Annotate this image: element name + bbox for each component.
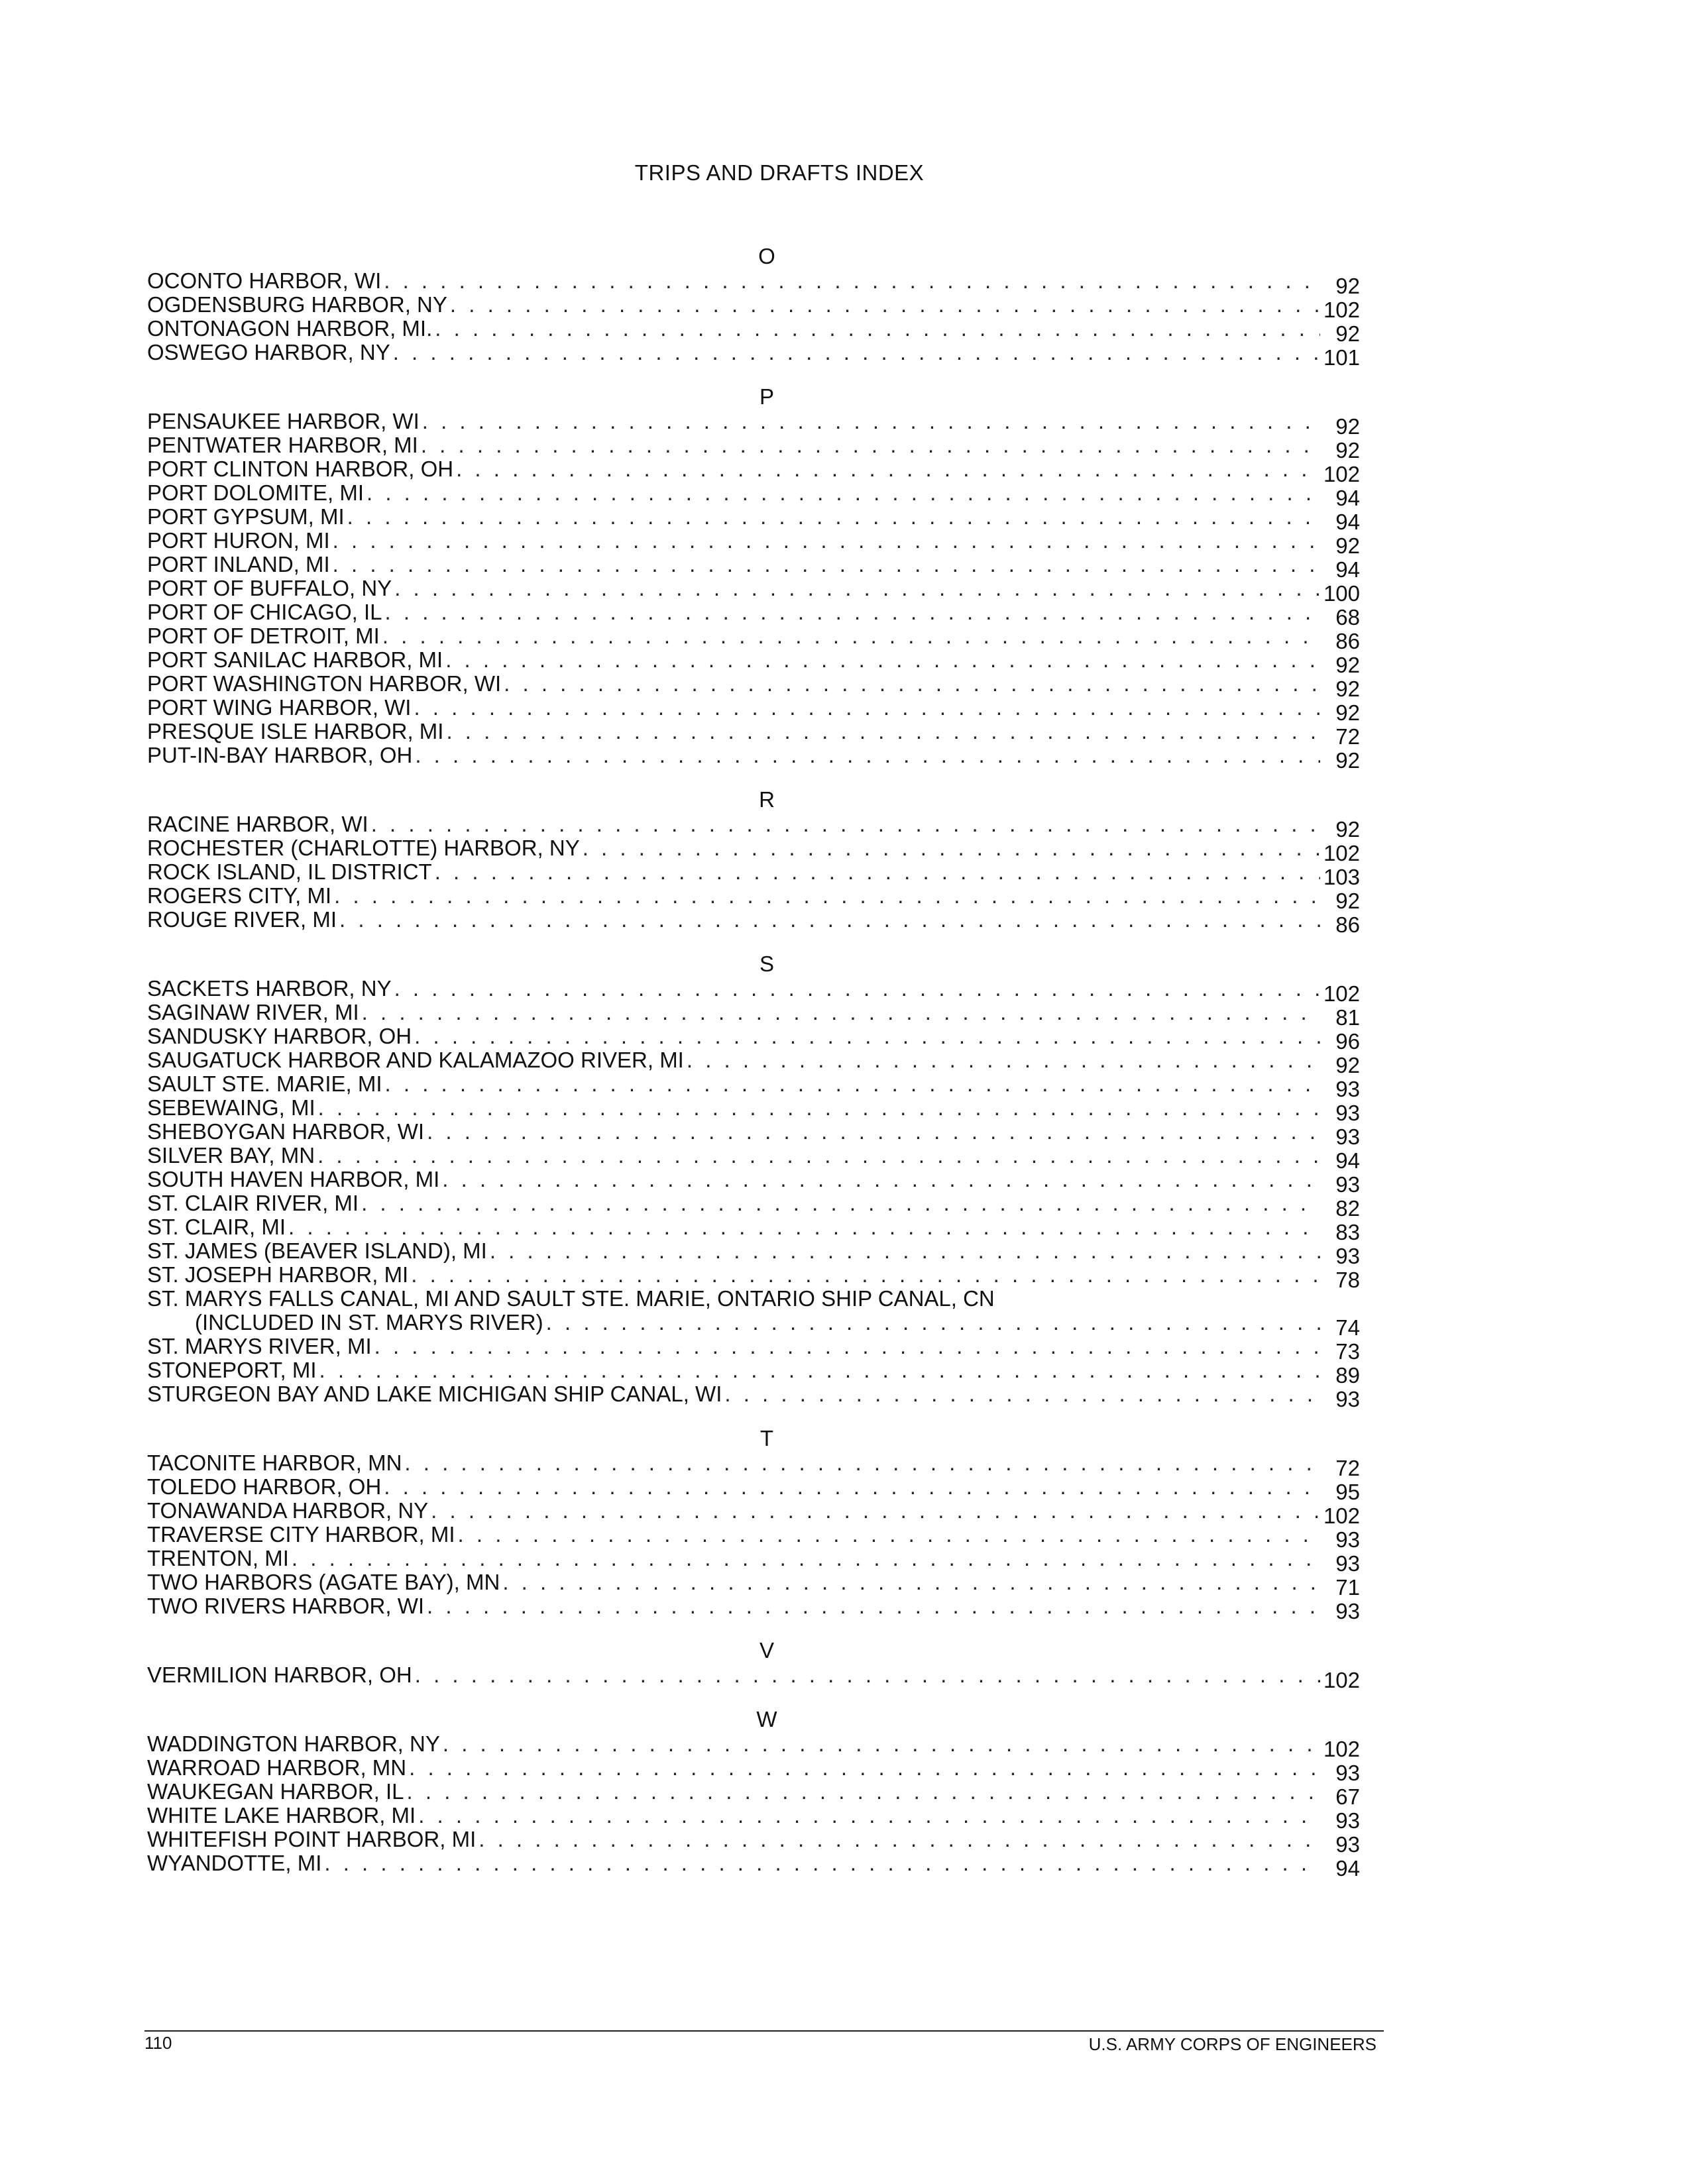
entry-page: 89: [1335, 1363, 1360, 1388]
entry-page: 92: [1335, 653, 1360, 677]
dot-leader: [409, 1756, 1320, 1780]
index-entry: [147, 480, 1360, 510]
index-entry: [147, 1546, 1360, 1576]
entry-name: STONEPORT, MI: [147, 1358, 317, 1382]
index-entry: [147, 1262, 1360, 1292]
dot-leader: [415, 1663, 1320, 1687]
dot-leader: [319, 1358, 1321, 1382]
entry-page: 102: [1323, 981, 1360, 1006]
entry-name: ROUGE RIVER, MI: [147, 907, 337, 932]
entry-page: 92: [1335, 1053, 1360, 1077]
index-entry: [147, 1000, 1360, 1030]
entry-name: ST. CLAIR RIVER, MI: [147, 1191, 359, 1215]
entry-page: 93: [1335, 1124, 1360, 1149]
entry-page: 102: [1323, 1503, 1360, 1528]
index-entry: [147, 1071, 1360, 1101]
entry-page: 93: [1335, 1761, 1360, 1785]
dot-leader: [384, 269, 1320, 293]
entry-page: 74: [1335, 1315, 1360, 1340]
footer-page-number: 110: [144, 2033, 172, 2053]
entry-page: 102: [1323, 1737, 1360, 1761]
index-entry: [147, 1024, 1360, 1054]
entry-page: 72: [1335, 724, 1360, 749]
dot-leader: [333, 529, 1320, 553]
entry-name: ST. JOSEPH HARBOR, MI: [147, 1262, 409, 1287]
dot-leader: [404, 1451, 1320, 1475]
entry-name: SHEBOYGAN HARBOR, WI: [147, 1119, 425, 1144]
dot-leader: [393, 341, 1320, 364]
index-entry: [147, 1310, 1360, 1340]
entry-page: 83: [1335, 1220, 1360, 1244]
dot-leader: [431, 1499, 1320, 1523]
dot-leader: [384, 1475, 1320, 1499]
entry-page: 101: [1323, 345, 1360, 370]
entry-name: PORT INLAND, MI: [147, 552, 330, 576]
dot-leader: [427, 1594, 1320, 1618]
entry-name: SILVER BAY, MN: [147, 1143, 315, 1168]
index-entry: [147, 1498, 1360, 1528]
dot-leader: [394, 576, 1320, 600]
dot-leader: [385, 1072, 1320, 1096]
entry-name: TRENTON, MI: [147, 1546, 289, 1570]
entry-name: PORT OF BUFFALO, NY: [147, 576, 392, 600]
entry-name: SAULT STE. MARIE, MI: [147, 1071, 382, 1096]
entry-name: RACINE HARBOR, WI: [147, 812, 368, 836]
entry-page: 86: [1335, 912, 1360, 937]
dot-leader: [347, 505, 1320, 529]
index-entry: [147, 1143, 1360, 1173]
entry-name: TRAVERSE CITY HARBOR, MI: [147, 1522, 455, 1547]
entry-page: 92: [1335, 414, 1360, 439]
dot-leader: [361, 1191, 1320, 1215]
entry-name: WAUKEGAN HARBOR, IL: [147, 1779, 404, 1804]
index-entry: [147, 1095, 1360, 1125]
dot-leader: [456, 457, 1320, 481]
dot-leader: [374, 1335, 1320, 1358]
index-entry: [147, 1167, 1360, 1197]
dot-leader: [504, 672, 1320, 696]
entry-name: SEBEWAING, MI: [147, 1095, 315, 1120]
entry-page: 92: [1335, 438, 1360, 463]
index-entry: [147, 528, 1360, 558]
footer-organization: U.S. ARMY CORPS OF ENGINEERS: [1088, 2034, 1377, 2054]
footer-rule: [144, 2030, 1384, 2032]
index-entry: [147, 859, 1360, 889]
entry-page: 72: [1335, 1456, 1360, 1480]
entry-name: VERMILION HARBOR, OH: [147, 1663, 412, 1687]
dot-leader: [411, 1263, 1320, 1287]
entry-name: ST. JAMES (BEAVER ISLAND), MI: [147, 1238, 487, 1263]
index-entry: [147, 1731, 1360, 1761]
index-entry: [147, 719, 1360, 749]
index-entry: [147, 1119, 1360, 1149]
entry-name: ST. MARYS RIVER, MI: [147, 1334, 372, 1358]
entry-page: 103: [1323, 865, 1360, 889]
dot-leader: [362, 1001, 1320, 1024]
index-entry: [147, 1803, 1360, 1833]
entry-page: 93: [1335, 1244, 1360, 1268]
index-entry: [147, 1191, 1360, 1221]
entry-page: 93: [1335, 1172, 1360, 1197]
index-section-o: [147, 244, 1360, 370]
entry-page: 93: [1335, 1101, 1360, 1125]
entry-page: 94: [1335, 1148, 1360, 1173]
dot-leader: [333, 553, 1320, 576]
entry-page: 73: [1335, 1339, 1360, 1364]
dot-leader: [422, 410, 1320, 433]
entry-name: PORT OF DETROIT, MI: [147, 624, 380, 648]
dot-leader: [366, 481, 1320, 505]
page-title: TRIPS AND DRAFTS INDEX: [634, 160, 925, 185]
index-entry: [147, 504, 1360, 534]
dot-leader: [724, 1382, 1320, 1406]
index-entry: [147, 1827, 1360, 1857]
entry-name: TONAWANDA HARBOR, NY: [147, 1498, 429, 1523]
entry-page: 82: [1335, 1196, 1360, 1221]
index-entry: [147, 576, 1360, 606]
index-entry: [147, 600, 1360, 629]
index-section-s: [147, 952, 1360, 1411]
index-entry: [147, 1450, 1360, 1480]
section-letter: V: [759, 1638, 774, 1663]
entry-name: TWO HARBORS (AGATE BAY), MN: [147, 1570, 500, 1594]
entry-name: PORT WING HARBOR, WI: [147, 695, 412, 720]
index-entry: [147, 743, 1360, 773]
dot-leader: [317, 1144, 1320, 1168]
index-section-w: [147, 1707, 1360, 1881]
dot-leader: [435, 317, 1320, 341]
section-letter: W: [756, 1707, 777, 1731]
section-letter: O: [758, 244, 775, 268]
entry-name: PORT WASHINGTON HARBOR, WI: [147, 671, 502, 696]
dot-leader: [443, 1732, 1320, 1756]
entry-page: 93: [1335, 1527, 1360, 1552]
entry-name: OSWEGO HARBOR, NY: [147, 340, 390, 364]
entry-page: 94: [1335, 557, 1360, 582]
index-entry: [147, 1570, 1360, 1600]
entry-page: 93: [1335, 1551, 1360, 1576]
entry-page: 102: [1323, 298, 1360, 322]
entry-name: PORT GYPSUM, MI: [147, 504, 345, 529]
entry-page: 86: [1335, 629, 1360, 653]
index-entry: [147, 1215, 1360, 1244]
entry-name: TACONITE HARBOR, MN: [147, 1450, 402, 1475]
entry-name: PORT HURON, MI: [147, 528, 330, 553]
entry-page: 92: [1335, 321, 1360, 346]
dot-leader: [418, 1804, 1320, 1828]
entry-page: 78: [1335, 1268, 1360, 1292]
dot-leader: [421, 433, 1320, 457]
entry-name: ROCK ISLAND, IL DISTRICT: [147, 859, 432, 884]
entry-name: WHITEFISH POINT HARBOR, MI: [147, 1827, 477, 1851]
index-entry: [147, 883, 1360, 913]
index-entry: [147, 1663, 1360, 1692]
index-entry: [147, 552, 1360, 582]
dot-leader: [339, 908, 1320, 932]
entry-name: (INCLUDED IN ST. MARYS RIVER): [195, 1310, 543, 1335]
index-entry: [147, 1851, 1360, 1881]
index-entry: [147, 1755, 1360, 1785]
entry-page: 102: [1323, 1668, 1360, 1692]
dot-leader: [446, 720, 1320, 743]
dot-leader: [583, 836, 1320, 860]
entry-page: 96: [1335, 1029, 1360, 1054]
entry-name: ST. MARYS FALLS CANAL, MI AND SAULT STE. MARIE, ONTARIO SHIP CANAL, CN: [147, 1286, 995, 1311]
dot-leader: [334, 884, 1320, 908]
entry-page: 102: [1323, 841, 1360, 865]
entry-name: WYANDOTTE, MI: [147, 1851, 322, 1875]
dot-leader: [427, 1120, 1320, 1144]
index-entry: [147, 340, 1360, 370]
dot-leader: [442, 1168, 1320, 1191]
index-entry: [147, 1522, 1360, 1552]
index-entry: [147, 268, 1360, 298]
entry-name: TOLEDO HARBOR, OH: [147, 1474, 382, 1499]
dot-leader: [435, 860, 1320, 884]
entry-name: PENSAUKEE HARBOR, WI: [147, 409, 420, 433]
dot-leader: [415, 743, 1320, 767]
section-letter: P: [759, 384, 774, 409]
entry-page: 92: [1335, 677, 1360, 701]
entry-page: 94: [1335, 486, 1360, 510]
entry-page: 93: [1335, 1599, 1360, 1623]
entry-page: 94: [1335, 1856, 1360, 1881]
entry-page: 81: [1335, 1005, 1360, 1030]
dot-leader: [292, 1547, 1320, 1570]
index-entry: [147, 1779, 1360, 1809]
entry-name: PRESQUE ISLE HARBOR, MI: [147, 719, 444, 743]
index-entry: [147, 907, 1360, 937]
entry-name: SAGINAW RIVER, MI: [147, 1000, 359, 1024]
entry-name: OGDENSBURG HARBOR, NY: [147, 292, 447, 317]
entry-page: 68: [1335, 605, 1360, 629]
dot-leader: [458, 1523, 1320, 1547]
entry-name: WHITE LAKE HARBOR, MI: [147, 1803, 416, 1828]
index-entry: [147, 1048, 1360, 1077]
dot-leader: [385, 600, 1320, 624]
dot-leader: [490, 1239, 1320, 1263]
index-section-r: [147, 787, 1360, 937]
entry-name: SOUTH HAVEN HARBOR, MI: [147, 1167, 440, 1191]
section-letter: S: [759, 952, 774, 976]
index-entry: [147, 457, 1360, 486]
dot-leader: [502, 1570, 1320, 1594]
entry-name: PORT OF CHICAGO, IL: [147, 600, 382, 624]
index-entry: [147, 433, 1360, 463]
entry-name: WADDINGTON HARBOR, NY: [147, 1731, 440, 1756]
index-section-p: [147, 384, 1360, 773]
section-letter: T: [760, 1426, 774, 1450]
entry-page: 71: [1335, 1575, 1360, 1600]
entry-page: 92: [1335, 274, 1360, 298]
dot-leader: [371, 812, 1320, 836]
entry-name: ROGERS CITY, MI: [147, 883, 332, 908]
index-entry: [147, 1594, 1360, 1623]
dot-leader: [394, 977, 1320, 1001]
index-entry: [147, 1382, 1360, 1411]
entry-name: OCONTO HARBOR, WI: [147, 268, 382, 293]
dot-leader: [445, 648, 1320, 672]
index-entry: [147, 836, 1360, 865]
dot-leader: [546, 1311, 1320, 1335]
dot-leader: [478, 1828, 1320, 1851]
index-section-t: [147, 1426, 1360, 1623]
entry-page: 93: [1335, 1387, 1360, 1411]
entry-name: PORT DOLOMITE, MI: [147, 480, 364, 505]
entry-name: STURGEON BAY AND LAKE MICHIGAN SHIP CANAL, WI: [147, 1382, 722, 1406]
index-entry: [147, 1358, 1360, 1388]
dot-leader: [382, 624, 1320, 648]
index-entry: [147, 1474, 1360, 1504]
index-entry: [147, 812, 1360, 842]
index-entry: [147, 647, 1360, 677]
dot-leader: [288, 1215, 1320, 1239]
entry-page: 92: [1335, 533, 1360, 558]
dot-leader: [450, 293, 1320, 317]
entry-page: 102: [1323, 462, 1360, 486]
entry-name: WARROAD HARBOR, MN: [147, 1755, 407, 1780]
entry-page: 95: [1335, 1480, 1360, 1504]
entry-page: 94: [1335, 510, 1360, 534]
entry-name: ST. CLAIR, MI: [147, 1215, 286, 1239]
index-list: [147, 244, 1360, 1881]
index-entry: [147, 695, 1360, 725]
dot-leader: [414, 1024, 1320, 1048]
index-entry: [147, 671, 1360, 701]
index-entry: [147, 624, 1360, 653]
index-entry: [147, 292, 1360, 322]
entry-name: ONTONAGON HARBOR, MI.: [147, 316, 433, 341]
entry-name: ROCHESTER (CHARLOTTE) HARBOR, NY: [147, 836, 580, 860]
entry-page: 93: [1335, 1832, 1360, 1857]
dot-leader: [687, 1048, 1320, 1072]
index-entry: [147, 1238, 1360, 1268]
entry-name: SANDUSKY HARBOR, OH: [147, 1024, 412, 1048]
dot-leader: [407, 1780, 1320, 1804]
entry-name: SAUGATUCK HARBOR AND KALAMAZOO RIVER, MI: [147, 1048, 684, 1072]
entry-name: PUT-IN-BAY HARBOR, OH: [147, 743, 413, 767]
index-entry: [147, 409, 1360, 439]
index-entry: [147, 1287, 1360, 1311]
section-letter: R: [759, 787, 775, 812]
dot-leader: [318, 1096, 1320, 1120]
entry-page: 92: [1335, 889, 1360, 913]
index-entry: [147, 316, 1360, 346]
entry-page: 93: [1335, 1808, 1360, 1833]
entry-page: 100: [1323, 581, 1360, 606]
index-section-v: [147, 1638, 1360, 1692]
entry-page: 93: [1335, 1077, 1360, 1101]
dot-leader: [414, 696, 1320, 720]
entry-page: 67: [1335, 1784, 1360, 1809]
entry-page: 92: [1335, 700, 1360, 725]
index-entry: [147, 976, 1360, 1006]
dot-leader: [324, 1851, 1320, 1875]
entry-name: PORT CLINTON HARBOR, OH: [147, 457, 454, 481]
entry-name: PORT SANILAC HARBOR, MI: [147, 647, 443, 672]
entry-page: 92: [1335, 748, 1360, 773]
entry-name: PENTWATER HARBOR, MI: [147, 433, 418, 457]
entry-page: 92: [1335, 817, 1360, 842]
entry-name: TWO RIVERS HARBOR, WI: [147, 1594, 425, 1618]
index-entry: [147, 1334, 1360, 1364]
entry-name: SACKETS HARBOR, NY: [147, 976, 392, 1001]
